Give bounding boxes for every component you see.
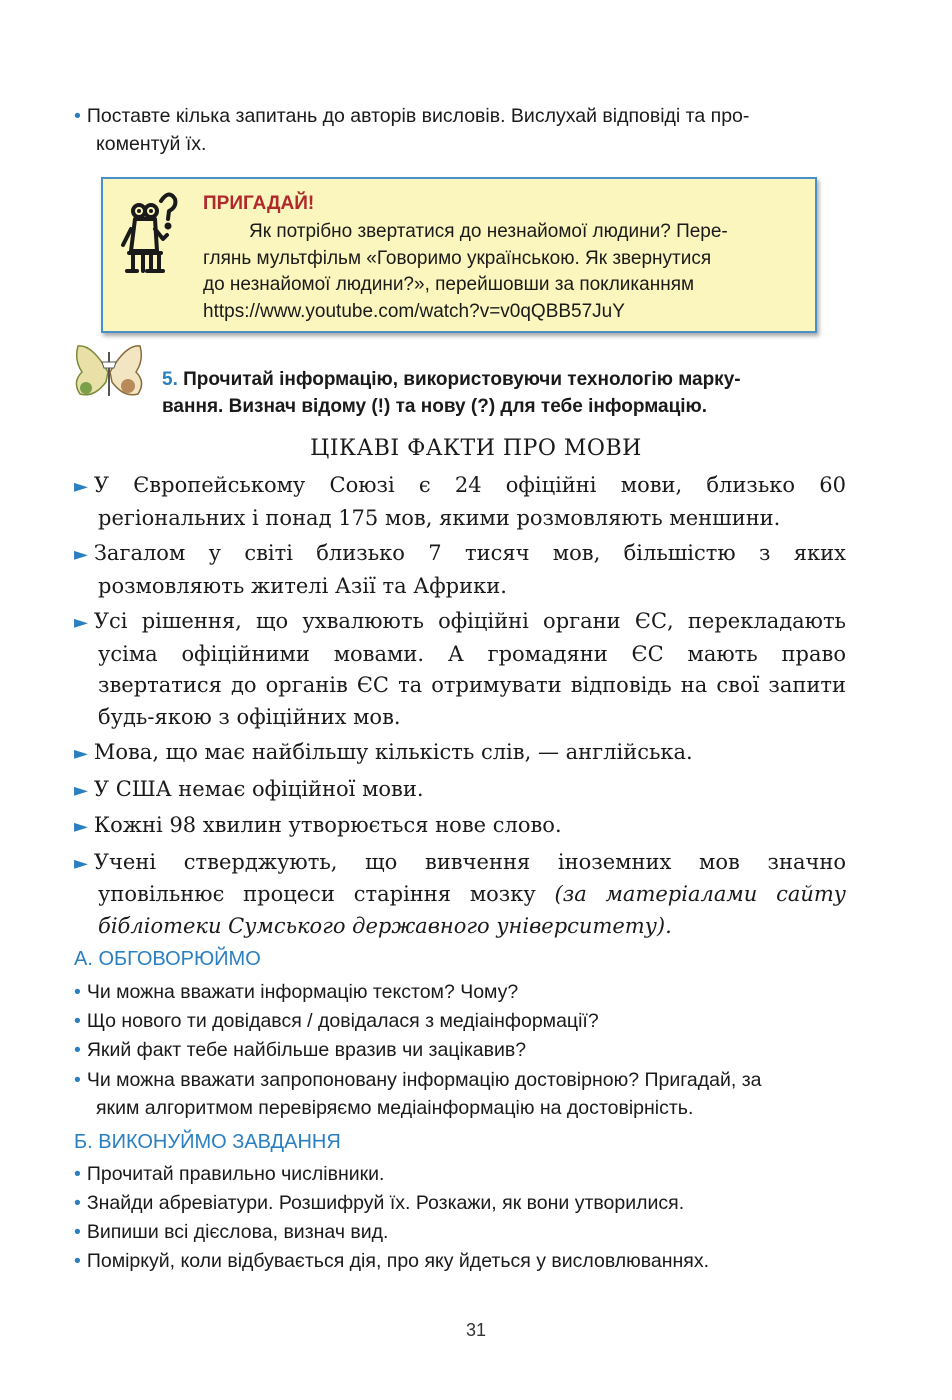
task-item-text: Поміркуй, коли відбувається дія, про яку йдеться у висловлюваннях. (86, 1250, 709, 1272)
intro-bullet-line2: коментуй їх. (96, 133, 207, 155)
fact-text: Загалом у світі близько 7 тисяч мов, більшістю з яких розмовляють жителі Азії та Африки. (93, 541, 846, 598)
triangle-bullet-icon: ► (74, 779, 88, 801)
discuss-item-text: яким алгоритмом перевіряємо медіаінформацію на достовірність. (96, 1097, 694, 1119)
intro-bullet: • Поставте кілька запитань до авторів висловів. Вислухай відповіді та про- коментуй їх. (74, 102, 854, 158)
task-item: • Знайди абревіатури. Розшифруй їх. Розкажи, як вони утворилися. (74, 1192, 685, 1214)
task-item-text: Знайди абревіатури. Розшифруй їх. Розкажи, як вони утворилися. (86, 1192, 685, 1214)
discuss-item-text: Чи можна вважати запропоновану інформацію достовірною? Пригадай, за (86, 1069, 762, 1091)
task-item: • Випиши всі дієслова, визнач вид. (74, 1221, 389, 1243)
tasks-heading: Б. ВИКОНУЙМО ЗАВДАННЯ (74, 1131, 341, 1153)
discuss-item: • Чи можна вважати запропоновану інформацію достовірною? Пригадай, за яким алгоритмом перевіряємо медіаінформацію на достовірність. (74, 1066, 854, 1122)
section-title: ЦІКАВІ ФАКТИ ПРО МОВИ (310, 436, 642, 461)
remember-title: ПРИГАДАЙ! (203, 193, 315, 214)
task-line2: вання. Визнач відому (!) та нову (?) для тебе інформацію. (162, 396, 708, 417)
fact-text: Мова, що має найбільшу кількість слів, — англійська. (93, 740, 693, 764)
discuss-item-text: Чи можна вважати інформацію текстом? Чому? (86, 981, 519, 1003)
triangle-bullet-icon: ► (74, 743, 88, 764)
fact-item (74, 737, 846, 770)
fact-item (74, 470, 846, 534)
discuss-item-text: Який факт тебе найбільше вразив чи зацікавив? (86, 1039, 527, 1061)
fact-item (74, 606, 846, 733)
fact-item (74, 774, 846, 807)
remember-line: глянь мультфільм «Говоримо українською. Як звернутися (203, 247, 712, 269)
task-item: • Поміркуй, коли відбувається дія, про яку йдеться у висловлюваннях. (74, 1250, 709, 1272)
remember-line: до незнайомої людини?», перейшовши за покликанням (203, 274, 695, 295)
remember-text (203, 219, 803, 325)
facts-list (74, 470, 846, 946)
discuss-item: • Що нового ти довідався / довідалася з медіаінформації? (74, 1010, 599, 1032)
fact-source: (за матеріалами сайту бібліотеки Сумського державного університету). (98, 882, 846, 938)
triangle-bullet-icon: ► (74, 852, 88, 874)
fact-text: У Європейському Союзі є 24 офіційні мови, близько 60 регіональних і понад 175 мов, якими розмовляють меншини. (93, 473, 846, 530)
remember-line: Як потрібно звертатися до незнайомої людини? Пере- (249, 221, 728, 242)
discuss-heading: А. ОБГОВОРЮЙМО (74, 948, 261, 970)
fact-text: Усі рішення, що ухвалюють офіційні органи ЄС, перекладають усіма офіційними мовами. А громадяни ЄС мають право звертатися до органів ЄС та отримувати відповідь на свої запити будь-якою з офіційних мов. (93, 609, 846, 729)
fact-item (74, 810, 846, 843)
discuss-item: • Який факт тебе найбільше вразив чи зацікавив? (74, 1039, 527, 1061)
task-number: 5. (162, 369, 178, 390)
task-line1: Прочитай інформацію, використовуючи технологію марку- (183, 369, 741, 390)
thinking-figure-icon (117, 189, 181, 279)
triangle-bullet-icon: ► (74, 816, 88, 837)
fact-item (74, 847, 846, 943)
discuss-item: • Чи можна вважати інформацію текстом? Чому? (74, 981, 519, 1003)
task-5 (162, 366, 822, 420)
page-number: 31 (465, 1320, 487, 1340)
task-item: • Прочитай правильно числівники. (74, 1163, 385, 1185)
triangle-bullet-icon: ► (74, 476, 88, 497)
fact-text: Кожні 98 хвилин утворюється нове слово. (93, 813, 562, 837)
intro-bullet-line1: Поставте кілька запитань до авторів висловів. Вислухай відповіді та про- (86, 105, 750, 127)
task-item-text: Прочитай правильно числівники. (86, 1163, 385, 1185)
fact-text: Учені стверджують, що вивчення іноземних мов значно уповільнює процеси старіння мозку (93, 849, 846, 906)
triangle-bullet-icon: ► (74, 612, 88, 633)
triangle-bullet-icon: ► (74, 544, 88, 565)
remember-box (101, 177, 817, 333)
butterfly-icon (72, 342, 146, 400)
fact-text: У США немає офіційної мови. (93, 776, 424, 801)
fact-item (74, 538, 846, 602)
remember-link[interactable]: https://www.youtube.com/watch?v=v0qQBB57JuY (203, 300, 625, 322)
discuss-item-text: Що нового ти довідався / довідалася з медіаінформації? (86, 1010, 599, 1032)
task-item-text: Випиши всі дієслова, визнач вид. (86, 1221, 389, 1243)
